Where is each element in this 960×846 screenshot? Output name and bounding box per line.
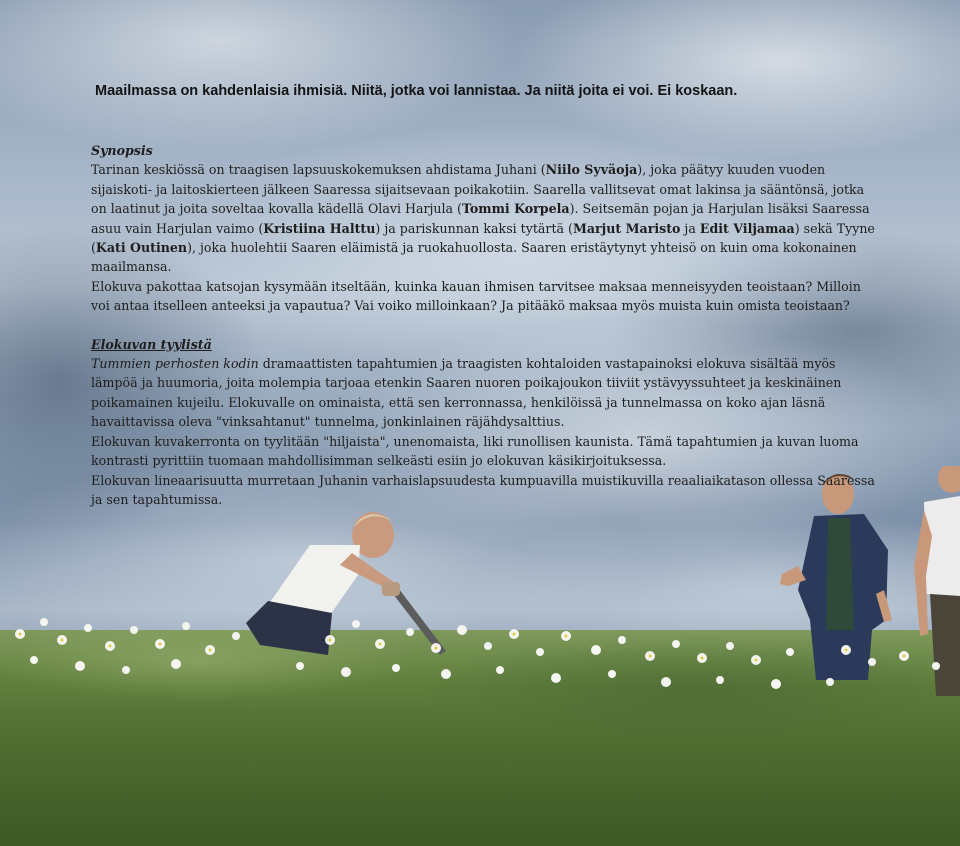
actor-name: Tommi Korpela xyxy=(461,201,570,217)
style-heading: Elokuvan tyylistä xyxy=(91,336,212,352)
style-paragraph-1 xyxy=(91,354,881,432)
article-body xyxy=(91,141,881,509)
actor-name: Kati Outinen xyxy=(95,240,188,256)
style-paragraph-3: Elokuvan lineaarisuutta murretaan Juhanin varhaislapsuudesta kumpuavilla muistikuvilla reaaliaikatason ollessa Saaressa ja sen tapahtumissa. xyxy=(91,472,875,507)
synopsis-text: ja xyxy=(680,220,700,236)
synopsis-text: ), joka huolehtii Saaren eläimistä ja ruokahuollosta. Saaren eristäytynyt yhteisö on kuin oma kokonainen maailmansa. xyxy=(91,240,857,275)
actor-name: Marjut Maristo xyxy=(572,220,681,236)
synopsis-paragraph-2: Elokuva pakottaa katsojan kysymään itseltään, kuinka kauan ihmisen tarvitsee maksaa menneisyyden teoistaan? Milloin voi antaa itselleen anteeksi ja vapautua? Vai voiko milloinkaan? Ja pitääkö maksaa myös muista kuin omista teoistaan? xyxy=(91,278,861,314)
synopsis-text: ) ja pariskunnan kaksi tytärtä ( xyxy=(375,220,573,236)
actor-name: Edit Viljamaa xyxy=(699,220,795,236)
synopsis-text: ). Seitsemän pojan ja Harjulan lisäksi Saaressa asuu vain Harjulan vaimo ( xyxy=(91,201,870,236)
film-title: Tummien perhosten kodin xyxy=(91,356,259,372)
synopsis-text: Tarinan keskiössä on traagisen lapsuuskokemuksen ahdistama Juhani ( xyxy=(91,162,546,178)
style-text: dramaattisten tapahtumien ja traagisten kohtaloiden vastapainoksi elokuva sisältää myös lämpöä ja huumoria, joita molempia tarjoaa etenkin Saaren nuoren poikajoukon tiiviit ystävyyssuhteet ja keskinäinen poikamainen kujeilu. Elokuvalle on ominaista, että sen kerronnassa, henkilöissä ja tunnelmassa on koko ajan läsnä havaittavissa oleva "vinksahtanut" tunnelma, jonkinlainen räjähdysalttius. xyxy=(91,356,842,430)
daisy-flowers xyxy=(0,600,960,720)
synopsis-text: ), joka päätyy kuuden vuoden sijaiskoti- ja laitoskierteen jälkeen Saaressa sijaitsevaan poikakotiin. Saarella vallitsevat omat lakinsa ja sääntönsä, jotka on laatinut ja joita soveltaa kovalla kädellä Olavi Harjula ( xyxy=(91,162,865,217)
synopsis-paragraph-1 xyxy=(91,160,881,276)
actor-name: Niilo Syväoja xyxy=(545,162,638,178)
synopsis-text: ) sekä Tyyne ( xyxy=(91,220,875,256)
style-paragraph-2: Elokuvan kuvakerronta on tyylitään "hiljaista", unenomaista, liki runollisen kaunista. Tämä tapahtumien ja kuvan luoma kontrasti pyrittiin tuomaan mahdollisimman selkeästi esiin jo elokuvan käsikirjoituksessa. xyxy=(91,433,859,469)
actor-name: Kristiina Halttu xyxy=(263,220,376,236)
tagline-headline: Maailmassa on kahdenlaisia ihmisiä. Niitä, jotka voi lannistaa. Ja niitä joita ei voi. Ei koskaan. xyxy=(95,83,738,99)
synopsis-heading: Synopsis xyxy=(91,143,153,158)
section-spacer xyxy=(91,316,881,335)
